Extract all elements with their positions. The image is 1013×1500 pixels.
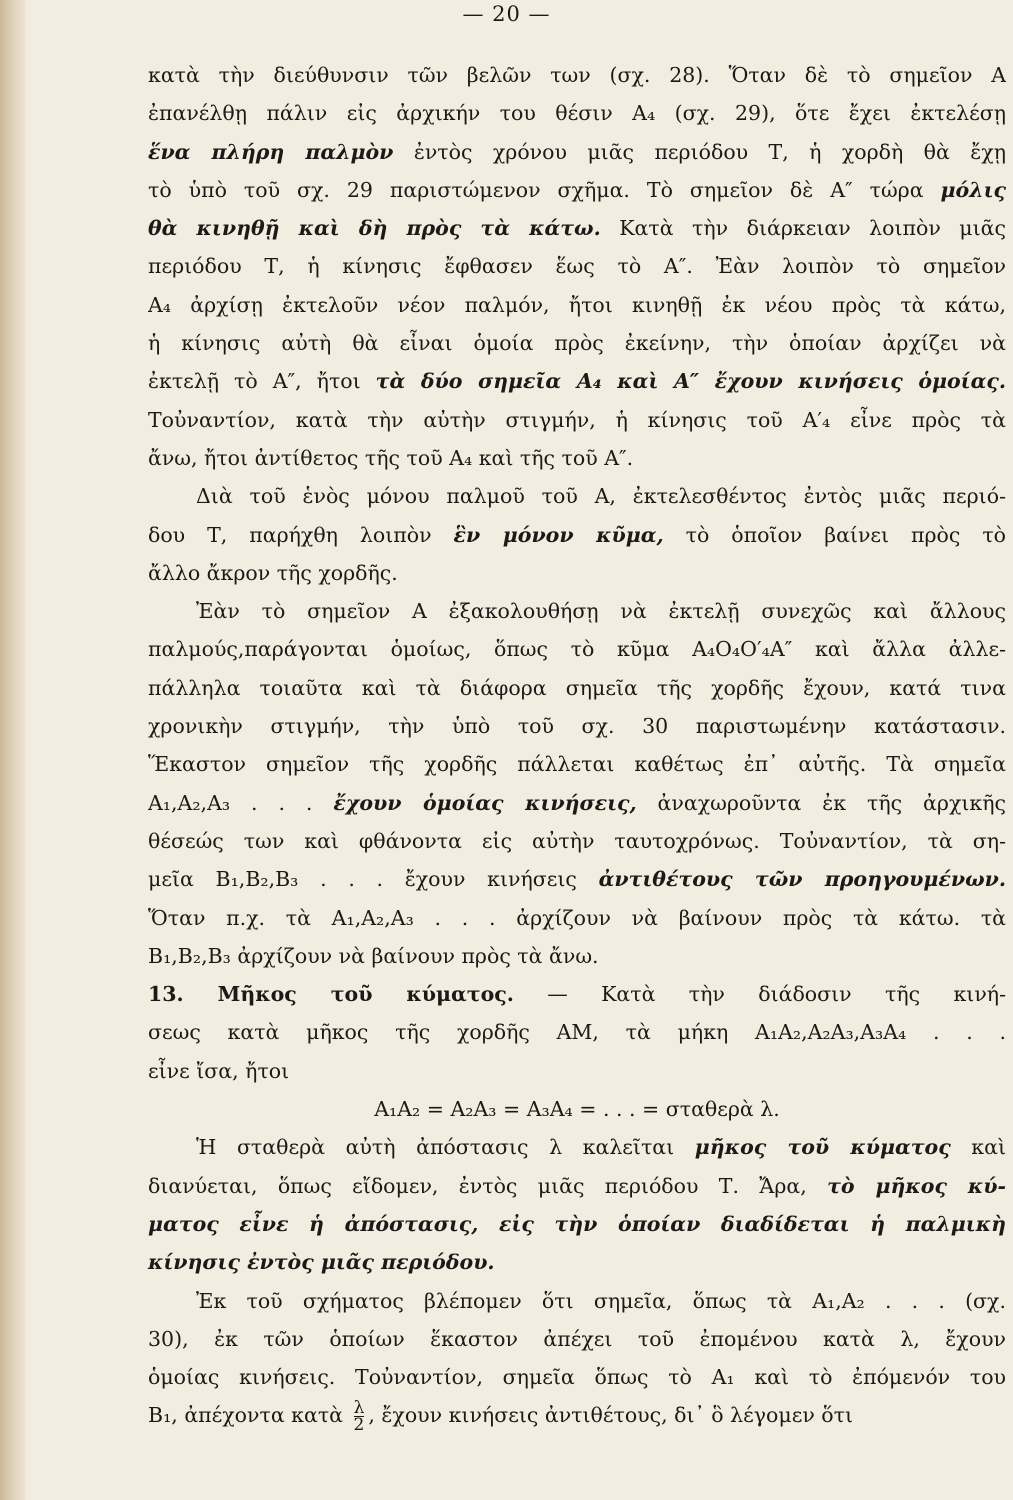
emphasis: τὸ μῆκος κύ- — [827, 1173, 1006, 1198]
text-line: πάλληλα τοιαῦτα καὶ τὰ διάφορα σημεῖα τῆς χορδῆς ἔχουν, κατά τινα — [148, 675, 1006, 700]
text-line — [148, 209, 1006, 247]
text-run: , ἔχουν κινήσεις ἀντιθέτους, δι᾽ ὃ λέγομεν ὅτι — [368, 1403, 854, 1428]
text-line — [148, 516, 1006, 554]
text-line: Τοὐναντίον, κατὰ τὴν αὐτὴν στιγμήν, ἡ κίνησις τοῦ Α′₄ εἶνε πρὸς τὰ — [148, 407, 1006, 432]
emphasis-line: ματος εἶνε ἡ ἀπόστασις, εἰς τὴν ὁποίαν διαδίδεται ἡ παλμικὴ — [148, 1211, 1006, 1236]
paragraph-start: Ἐκ τοῦ σχήματος βλέπομεν ὅτι σημεῖα, ὅπως τὰ Α₁,Α₂ . . . (σχ. — [196, 1288, 1006, 1313]
section-heading-line — [148, 975, 1006, 1013]
fraction-lambda-over-2 — [353, 1398, 365, 1436]
text-line: ἡ κίνησις αὐτὴ θὰ εἶναι ὁμοία πρὸς ἐκείνην, τὴν ὁποίαν ἀρχίζει νὰ — [148, 331, 1006, 356]
emphasis: ἀντιθέτους τῶν προηγουμένων. — [598, 867, 1006, 892]
text-run: διανύεται, ὅπως εἴδομεν, ἐντὸς μιᾶς περιόδου Τ. Ἄρα, — [148, 1173, 828, 1198]
text-line — [148, 362, 1006, 400]
emphasis: θὰ κινηθῇ καὶ δὴ πρὸς τὰ κάτω. — [148, 216, 601, 241]
fraction-denominator: 2 — [353, 1415, 365, 1436]
paragraph-start: Ἐὰν τὸ σημεῖον Α ἐξακολουθήσῃ νὰ ἐκτελῇ συνεχῶς καὶ ἄλλους — [196, 599, 1006, 624]
text-run: Κατὰ τὴν διάρκειαν λοιπὸν μιᾶς — [600, 216, 1006, 241]
text-line: Α₄ ἀρχίσῃ ἐκτελοῦν νέον παλμόν, ἤτοι κινηθῇ ἐκ νέου πρὸς τὰ κάτω, — [148, 292, 1006, 317]
book-spine-shadow — [0, 0, 26, 1500]
text-line: εἶνε ἴσα, ἤτοι — [148, 1058, 290, 1083]
fraction-numerator: λ — [353, 1398, 365, 1419]
text-line: περιόδου Τ, ἡ κίνησις ἔφθασεν ἕως τὸ Α″. Ἐὰν λοιπὸν τὸ σημεῖον — [148, 254, 1006, 279]
text-line — [148, 133, 1006, 171]
text-run: μεῖα Β₁,Β₂,Β₃ . . . ἔχουν κινήσεις — [148, 867, 599, 892]
text-run: ἐντὸς χρόνου μιᾶς περιόδου Τ, ἡ χορδὴ θὰ ἔχῃ — [393, 139, 1006, 164]
text-run: ἐκτελῇ τὸ Α″, ἤτοι — [148, 369, 376, 394]
emphasis: μόλις — [940, 177, 1006, 202]
emphasis: τὰ δύο σημεῖα Α₄ καὶ Α″ ἔχουν κινήσεις ὁμοίας. — [375, 369, 1006, 394]
emphasis: ἕνα πλήρη παλμὸν — [148, 139, 394, 164]
text-line — [148, 784, 1006, 822]
text-run: τὸ ὁποῖον βαίνει πρὸς τὸ — [663, 522, 1006, 547]
emphasis: μῆκος τοῦ κύματος — [694, 1135, 951, 1160]
paragraph-start: Διὰ τοῦ ἑνὸς μόνου παλμοῦ τοῦ Α, ἐκτελεσθέντος ἐντὸς μιᾶς περιό- — [196, 484, 1006, 509]
text-line — [148, 1396, 1006, 1434]
text-line — [148, 1167, 1006, 1205]
emphasis: ἔχουν ὁμοίας κινήσεις, — [333, 790, 637, 815]
text-line: κατὰ τὴν διεύθυνσιν τῶν βελῶν των (σχ. 28). Ὅταν δὲ τὸ σημεῖον Α — [148, 63, 1006, 87]
text-line: ἄλλο ἄκρον τῆς χορδῆς. — [148, 560, 398, 585]
paragraph-start — [148, 1128, 1006, 1166]
text-line: σεως κατὰ μῆκος τῆς χορδῆς ΑΜ, τὰ μήκη Α₁Α₂,Α₂Α₃,Α₃Α₄ . . . — [148, 1020, 1006, 1045]
section-heading: 13. Μῆκος τοῦ κύματος. — [148, 982, 514, 1007]
text-line: χρονικὴν στιγμήν, τὴν ὑπὸ τοῦ σχ. 30 παριστωμένην κατάστασιν. — [148, 714, 1006, 739]
text-run: δου Τ, παρήχθη λοιπὸν — [148, 522, 454, 547]
equation: Α₁Α₂ = Α₂Α₃ = Α₃Α₄ = . . . = σταθερὰ λ. — [374, 1097, 780, 1122]
emphasis: ἓν μόνον κῦμα, — [453, 522, 664, 547]
text-line — [148, 171, 1006, 209]
emphasis-line: κίνησις ἐντὸς μιᾶς περιόδου. — [148, 1250, 495, 1275]
text-run: Ἡ σταθερὰ αὐτὴ ἀπόστασις λ καλεῖται — [196, 1135, 695, 1160]
text-line: παλμούς,παράγονται ὁμοίως, ὅπως τὸ κῦμα Α₄Ο₄Ο′₄Α″ καὶ ἄλλα ἀλλε- — [148, 637, 1006, 662]
text-run: Α₁,Α₂,Α₃ . . . — [148, 790, 334, 815]
text-run: ἀναχωροῦντα ἐκ τῆς ἀρχικῆς — [636, 790, 1006, 815]
text-line: Β₁,Β₂,Β₃ ἀρχίζουν νὰ βαίνουν πρὸς τὰ ἄνω. — [148, 943, 599, 968]
page-number: — 20 — — [462, 2, 551, 26]
text-line: ὁμοίας κινήσεις. Τοὐναντίον, σημεῖα ὅπως τὸ Α₁ καὶ τὸ ἐπόμενόν του — [148, 1365, 1006, 1390]
text-line: θέσεώς των καὶ φθάνοντα εἰς αὐτὴν ταυτοχρόνως. Τοὐναντίον, τὰ ση- — [148, 828, 1006, 853]
text-line: Ἕκαστον σημεῖον τῆς χορδῆς πάλλεται καθέτως ἐπ᾽ αὐτῆς. Τὰ σημεῖα — [148, 752, 1006, 777]
text-line: ἄνω, ἤτοι ἀντίθετος τῆς τοῦ Α₄ καὶ τῆς τοῦ Α″. — [148, 445, 634, 470]
text-line: ἐπανέλθῃ πάλιν εἰς ἀρχικήν του θέσιν Α₄ (σχ. 29), ὅτε ἔχει ἐκτελέσῃ — [148, 101, 1006, 126]
text-line: Ὅταν π.χ. τὰ Α₁,Α₂,Α₃ . . . ἀρχίζουν νὰ βαίνουν πρὸς τὰ κάτω. τὰ — [148, 905, 1006, 930]
text-line: 30), ἐκ τῶν ὁποίων ἕκαστον ἀπέχει τοῦ ἐπομένου κατὰ λ, ἔχουν — [148, 1326, 1006, 1351]
text-run: — Κατὰ τὴν διάδοσιν τῆς κινή- — [513, 982, 1006, 1007]
text-run: Β₁, ἀπέχοντα κατὰ — [148, 1403, 350, 1428]
text-line — [148, 860, 1006, 898]
text-run: καὶ — [950, 1135, 1006, 1160]
text-run: τὸ ὑπὸ τοῦ σχ. 29 παριστώμενον σχῆμα. Τὸ σημεῖον δὲ Α″ τώρα — [148, 177, 941, 202]
page-body — [148, 56, 1006, 1435]
